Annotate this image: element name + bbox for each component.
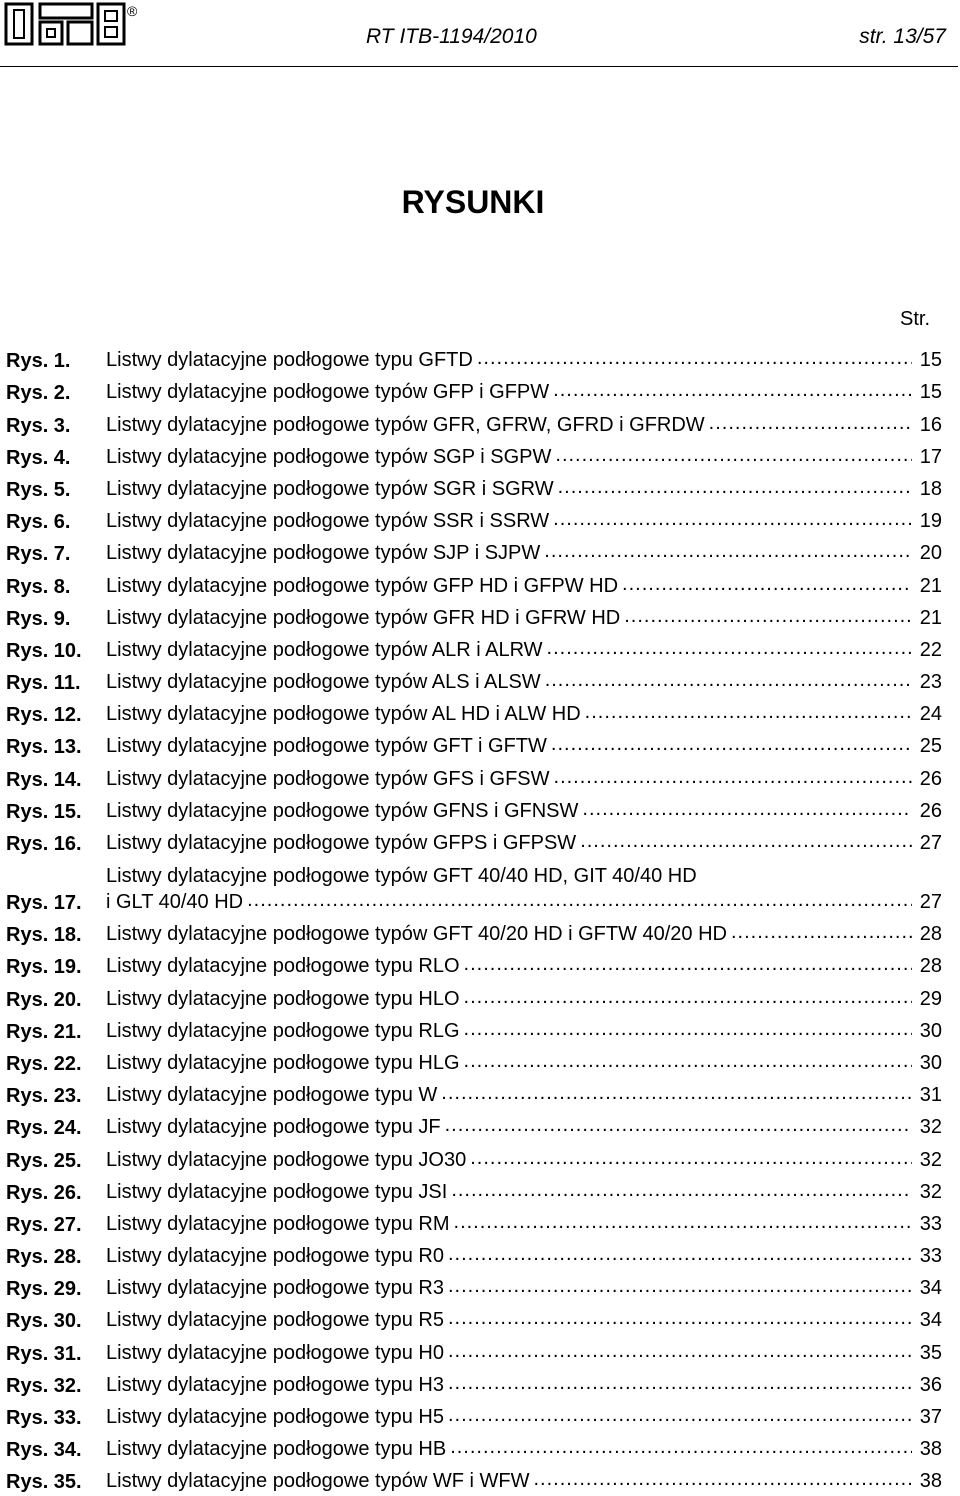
header-rule bbox=[0, 66, 958, 67]
dot-leader bbox=[585, 699, 912, 725]
figure-caption: Listwy dylatacyjne podłogowe typów WF i WFW bbox=[106, 1470, 530, 1493]
toc-entry[interactable] bbox=[0, 1108, 960, 1140]
dot-leader bbox=[448, 1305, 912, 1331]
dot-leader bbox=[555, 442, 912, 468]
figure-caption: Listwy dylatacyjne podłogowe typu HLO bbox=[106, 987, 460, 1010]
figure-caption-continued: i GLT 40/40 HD bbox=[106, 891, 244, 913]
dot-leader bbox=[448, 1338, 912, 1364]
figure-caption: Listwy dylatacyjne podłogowe typów GFT 40/20 HD i GFTW 40/20 HD bbox=[106, 923, 727, 946]
dot-leader bbox=[448, 1241, 912, 1267]
figure-number: Rys. 7. bbox=[6, 543, 71, 566]
figure-number: Rys. 14. bbox=[6, 768, 82, 791]
figure-caption: Listwy dylatacyjne podłogowe typów ALR i ALRW bbox=[106, 638, 543, 661]
figure-number: Rys. 31. bbox=[6, 1342, 82, 1365]
figure-number: Rys. 12. bbox=[6, 704, 82, 727]
figure-caption: Listwy dylatacyjne podłogowe typów SJP i SJPW bbox=[106, 542, 541, 565]
dot-leader bbox=[582, 796, 912, 822]
figure-number: Rys. 18. bbox=[6, 924, 82, 947]
page-reference: 17 bbox=[919, 445, 942, 468]
figure-caption: Listwy dylatacyjne podłogowe typów GFP i GFPW bbox=[106, 381, 550, 404]
toc-entry[interactable] bbox=[0, 1012, 960, 1044]
dot-leader bbox=[448, 1402, 912, 1428]
figure-number: Rys. 26. bbox=[6, 1181, 82, 1204]
dot-leader bbox=[247, 887, 912, 913]
figure-number: Rys. 16. bbox=[6, 833, 82, 855]
toc-entry[interactable] bbox=[0, 663, 960, 695]
figure-number: Rys. 34. bbox=[6, 1439, 82, 1462]
toc-entry[interactable] bbox=[0, 792, 960, 824]
page-reference: 33 bbox=[919, 1245, 942, 1268]
toc-entry[interactable] bbox=[0, 1173, 960, 1205]
toc-entry[interactable] bbox=[0, 1398, 960, 1430]
page-reference: 26 bbox=[919, 767, 942, 790]
page-reference: 38 bbox=[919, 1438, 942, 1461]
figure-number: Rys. 20. bbox=[6, 988, 82, 1011]
page-reference: 23 bbox=[919, 671, 942, 694]
figure-caption: Listwy dylatacyjne podłogowe typów GFPS i GFPSW bbox=[106, 832, 577, 854]
toc-entry[interactable] bbox=[0, 534, 960, 566]
document-id: RT ITB-1194/2010 bbox=[366, 25, 537, 48]
dot-leader bbox=[477, 345, 912, 371]
page-reference: 37 bbox=[919, 1406, 942, 1428]
figure-caption: Listwy dylatacyjne podłogowe typu RM bbox=[106, 1212, 450, 1235]
page-reference: 15 bbox=[919, 381, 942, 404]
dot-leader bbox=[448, 1273, 912, 1299]
figure-caption: Listwy dylatacyjne podłogowe typu JO30 bbox=[106, 1148, 467, 1171]
page-reference: 36 bbox=[919, 1373, 942, 1396]
svg-text:®: ® bbox=[127, 3, 138, 19]
figure-caption: Listwy dylatacyjne podłogowe typów GFP HD i GFPW HD bbox=[106, 574, 619, 597]
figure-caption: Listwy dylatacyjne podłogowe typów GFNS i GFNSW bbox=[106, 799, 579, 822]
toc-entry[interactable] bbox=[0, 695, 960, 727]
dot-leader bbox=[544, 538, 912, 564]
dot-leader bbox=[464, 1016, 912, 1042]
toc-entry[interactable] bbox=[0, 1430, 960, 1462]
page-reference: 22 bbox=[919, 638, 942, 661]
figure-caption: Listwy dylatacyjne podłogowe typów ALS i ALSW bbox=[106, 671, 541, 694]
page-title: RYSUNKI bbox=[401, 184, 545, 220]
toc-entry[interactable] bbox=[0, 1462, 960, 1494]
dot-leader bbox=[464, 951, 912, 977]
figure-caption: Listwy dylatacyjne podłogowe typów GFR HD i GFRW HD bbox=[106, 606, 621, 629]
figure-caption: Listwy dylatacyjne podłogowe typu H5 bbox=[106, 1406, 444, 1428]
figure-caption: Listwy dylatacyjne podłogowe typu HB bbox=[106, 1438, 447, 1461]
page-reference: 16 bbox=[919, 413, 942, 436]
figure-number: Rys. 25. bbox=[6, 1149, 82, 1172]
figure-number: Rys. 1. bbox=[6, 350, 71, 373]
dot-leader bbox=[622, 571, 912, 597]
dot-leader bbox=[451, 1177, 912, 1203]
toc-entry[interactable] bbox=[0, 1237, 960, 1269]
toc-entry[interactable] bbox=[0, 727, 960, 759]
toc-entry[interactable] bbox=[0, 502, 960, 534]
page-reference: 33 bbox=[919, 1212, 942, 1235]
figure-caption: Listwy dylatacyjne podłogowe typów SSR i SSRW bbox=[106, 510, 550, 533]
page-reference: 38 bbox=[919, 1470, 942, 1493]
toc-entry[interactable] bbox=[0, 1205, 960, 1237]
dot-leader bbox=[580, 828, 912, 854]
figure-caption: Listwy dylatacyjne podłogowe typów GFR, GFRW, GFRD i GFRDW bbox=[106, 413, 705, 436]
dot-leader bbox=[454, 1209, 912, 1235]
figure-caption: Listwy dylatacyjne podłogowe typu RLO bbox=[106, 955, 460, 978]
page-number: str. 13/57 bbox=[859, 25, 946, 48]
dot-leader bbox=[551, 731, 912, 757]
figure-number: Rys. 15. bbox=[6, 800, 82, 823]
itb-logo-icon bbox=[4, 2, 140, 48]
page-reference: 19 bbox=[919, 510, 942, 533]
toc-entry[interactable] bbox=[0, 1140, 960, 1172]
page-reference: 32 bbox=[919, 1116, 942, 1139]
dot-leader bbox=[558, 474, 912, 500]
toc-entry[interactable] bbox=[0, 470, 960, 502]
page-reference: 25 bbox=[919, 735, 942, 758]
figure-caption: Listwy dylatacyjne podłogowe typów SGR i SGRW bbox=[106, 477, 554, 500]
figure-number: Rys. 6. bbox=[6, 511, 71, 534]
figure-caption: Listwy dylatacyjne podłogowe typu HLG bbox=[106, 1051, 460, 1074]
figure-caption: Listwy dylatacyjne podłogowe typów SGP i SGPW bbox=[106, 445, 552, 468]
page-column-label: Str. bbox=[900, 308, 931, 330]
figure-caption: Listwy dylatacyjne podłogowe typu R5 bbox=[106, 1309, 444, 1332]
toc-entry[interactable] bbox=[0, 1044, 960, 1076]
figure-caption: Listwy dylatacyjne podłogowe typów GFS i GFSW bbox=[106, 767, 550, 790]
figure-number: Rys. 35. bbox=[6, 1471, 82, 1494]
figure-number: Rys. 4. bbox=[6, 446, 71, 469]
page-reference: 29 bbox=[919, 987, 942, 1010]
figure-number: Rys. 27. bbox=[6, 1213, 82, 1236]
toc-entry[interactable] bbox=[0, 979, 960, 1011]
dot-leader bbox=[554, 764, 912, 790]
dot-leader bbox=[445, 1112, 912, 1138]
page-reference: 34 bbox=[919, 1309, 942, 1332]
figure-number: Rys. 19. bbox=[6, 956, 82, 979]
page-reference: 27 bbox=[919, 832, 942, 854]
figure-number: Rys. 32. bbox=[6, 1374, 82, 1397]
figure-caption: Listwy dylatacyjne podłogowe typów GFT i GFTW bbox=[106, 735, 547, 758]
figure-caption: Listwy dylatacyjne podłogowe typu R0 bbox=[106, 1245, 444, 1268]
figure-caption: Listwy dylatacyjne podłogowe typu GFTD bbox=[106, 349, 473, 372]
figure-caption: Listwy dylatacyjne podłogowe typu H0 bbox=[106, 1341, 444, 1364]
figure-number: Rys. 28. bbox=[6, 1246, 82, 1269]
figure-number: Rys. 9. bbox=[6, 607, 71, 630]
dot-leader bbox=[553, 377, 912, 403]
figures-list bbox=[0, 341, 960, 1494]
page-reference: 26 bbox=[919, 799, 942, 822]
dot-leader bbox=[464, 984, 912, 1010]
toc-entry[interactable] bbox=[0, 631, 960, 663]
page-reference: 32 bbox=[919, 1148, 942, 1171]
figure-number: Rys. 8. bbox=[6, 575, 71, 598]
figure-number: Rys. 3. bbox=[6, 414, 71, 437]
figure-number: Rys. 13. bbox=[6, 736, 82, 759]
figure-number: Rys. 23. bbox=[6, 1085, 82, 1108]
toc-entry[interactable] bbox=[0, 824, 960, 856]
dot-leader bbox=[448, 1370, 912, 1396]
toc-entry[interactable] bbox=[0, 1269, 960, 1301]
dot-leader bbox=[533, 1466, 912, 1492]
figure-caption: Listwy dylatacyjne podłogowe typu W bbox=[106, 1084, 438, 1107]
figure-number: Rys. 2. bbox=[6, 382, 71, 405]
figure-caption: Listwy dylatacyjne podłogowe typu JF bbox=[106, 1116, 441, 1139]
page-reference: 32 bbox=[919, 1180, 942, 1203]
page-reference: 28 bbox=[919, 955, 942, 978]
figure-caption: Listwy dylatacyjne podłogowe typów GFT 40/40 HD, GIT 40/40 HD bbox=[106, 865, 697, 887]
page-reference: 28 bbox=[919, 923, 942, 946]
dot-leader bbox=[450, 1434, 912, 1460]
toc-entry[interactable] bbox=[0, 341, 960, 373]
toc-entry[interactable] bbox=[0, 759, 960, 791]
page-reference: 35 bbox=[919, 1341, 942, 1364]
toc-entry[interactable] bbox=[0, 1301, 960, 1333]
figure-number: Rys. 5. bbox=[6, 478, 71, 501]
page-reference: 27 bbox=[919, 891, 942, 913]
page-reference: 18 bbox=[919, 477, 942, 500]
dot-leader bbox=[545, 667, 912, 693]
toc-entry[interactable] bbox=[0, 373, 960, 405]
toc-entry[interactable] bbox=[0, 1366, 960, 1398]
dot-leader bbox=[547, 635, 912, 661]
dot-leader bbox=[624, 603, 912, 629]
page-reference: 21 bbox=[919, 606, 942, 629]
page-reference: 31 bbox=[919, 1084, 942, 1107]
toc-entry[interactable] bbox=[0, 915, 960, 947]
figure-caption: Listwy dylatacyjne podłogowe typu R3 bbox=[106, 1277, 444, 1300]
toc-entry[interactable] bbox=[0, 856, 960, 915]
page-reference: 20 bbox=[919, 542, 942, 565]
page-reference: 30 bbox=[919, 1051, 942, 1074]
dot-leader bbox=[731, 919, 912, 945]
figure-number: Rys. 11. bbox=[6, 672, 81, 695]
figure-number: Rys. 22. bbox=[6, 1052, 82, 1075]
page-reference: 34 bbox=[919, 1277, 942, 1300]
toc-entry[interactable] bbox=[0, 438, 960, 470]
toc-entry[interactable] bbox=[0, 566, 960, 598]
figure-number: Rys. 24. bbox=[6, 1117, 82, 1140]
page-reference: 15 bbox=[919, 349, 942, 372]
figure-number: Rys. 10. bbox=[6, 639, 82, 662]
figure-number: Rys. 21. bbox=[6, 1020, 82, 1043]
toc-entry[interactable] bbox=[0, 947, 960, 979]
dot-leader bbox=[470, 1145, 912, 1171]
dot-leader bbox=[464, 1048, 912, 1074]
page-header bbox=[0, 0, 960, 68]
page-reference: 21 bbox=[919, 574, 942, 597]
figure-caption: Listwy dylatacyjne podłogowe typów AL HD i ALW HD bbox=[106, 703, 581, 726]
figure-number: Rys. 30. bbox=[6, 1310, 82, 1333]
figure-number: Rys. 33. bbox=[6, 1407, 82, 1429]
page-reference: 24 bbox=[919, 703, 942, 726]
toc-entry[interactable] bbox=[0, 1333, 960, 1365]
figure-number: Rys. 29. bbox=[6, 1278, 82, 1301]
toc-entry[interactable] bbox=[0, 1076, 960, 1108]
figure-caption: Listwy dylatacyjne podłogowe typu H3 bbox=[106, 1373, 444, 1396]
page-reference: 30 bbox=[919, 1019, 942, 1042]
figure-caption: Listwy dylatacyjne podłogowe typu RLG bbox=[106, 1019, 460, 1042]
dot-leader bbox=[553, 506, 912, 532]
figure-number: Rys. 17. bbox=[6, 892, 82, 914]
figure-caption: Listwy dylatacyjne podłogowe typu JSI bbox=[106, 1180, 448, 1203]
dot-leader bbox=[441, 1080, 912, 1106]
dot-leader bbox=[709, 410, 912, 436]
toc-entry[interactable] bbox=[0, 599, 960, 631]
toc-entry[interactable] bbox=[0, 405, 960, 437]
